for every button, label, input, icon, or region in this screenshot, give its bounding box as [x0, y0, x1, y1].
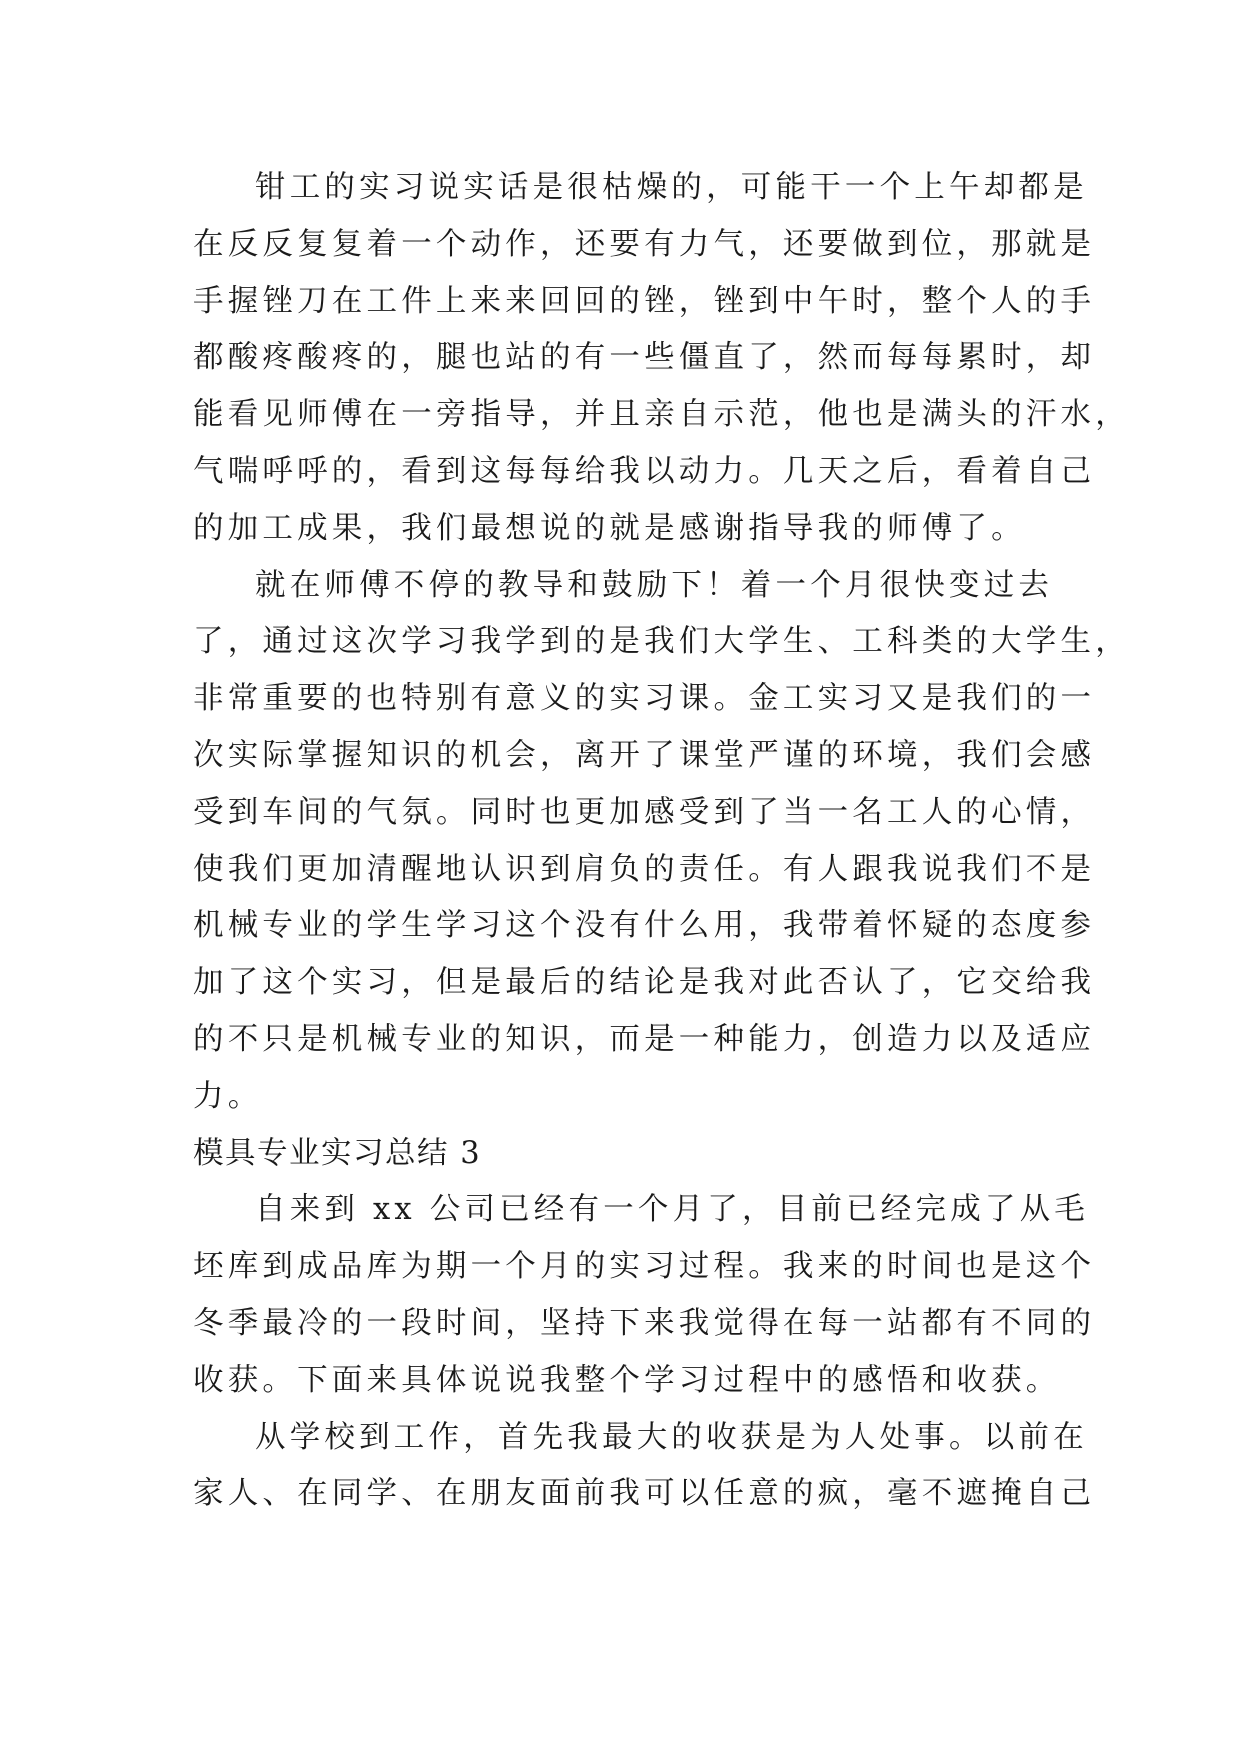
paragraph	[193, 558, 1130, 1126]
paragraph	[193, 1410, 1096, 1524]
text-line: 力。	[193, 1078, 263, 1114]
text-line: 自来到 xx 公司已经有一个月了，目前已经完成了从毛	[255, 1192, 1089, 1228]
paragraph	[193, 160, 1130, 558]
section-heading: 模具专业实习总结 3	[193, 1135, 482, 1171]
text-line: 受到车间的气氛。同时也更加感受到了当一名工人的心情，	[193, 794, 1096, 830]
text-line: 了，通过这次学习我学到的是我们大学生、工科类的大学生，	[193, 624, 1130, 660]
text-line: 就在师傅不停的教导和鼓励下！着一个月很快变过去	[255, 567, 1054, 603]
text-line: 的不只是机械专业的知识，而是一种能力，创造力以及适应	[193, 1021, 1096, 1057]
text-line: 气喘呼呼的，看到这每每给我以动力。几天之后，看着自己	[193, 453, 1096, 489]
text-line: 家人、在同学、在朋友面前我可以任意的疯，毫不遮掩自己	[193, 1476, 1096, 1512]
text-line: 手握锉刀在工件上来来回回的锉，锉到中午时，整个人的手	[193, 283, 1096, 319]
text-line: 都酸疼酸疼的，腿也站的有一些僵直了，然而每每累时，却	[193, 340, 1096, 376]
text-line: 坯库到成品库为期一个月的实习过程。我来的时间也是这个	[193, 1249, 1096, 1285]
text-line: 加了这个实习，但是最后的结论是我对此否认了，它交给我	[193, 965, 1096, 1001]
text-line: 非常重要的也特别有意义的实习课。金工实习又是我们的一	[193, 681, 1096, 717]
text-line: 钳工的实习说实话是很枯燥的，可能干一个上午却都是	[255, 170, 1088, 205]
document-body	[193, 160, 1130, 1523]
text-line: 在反反复复着一个动作，还要有力气，还要做到位，那就是	[193, 226, 1096, 262]
text-line: 从学校到工作，首先我最大的收获是为人处事。以前在	[255, 1419, 1088, 1455]
text-line: 使我们更加清醒地认识到肩负的责任。有人跟我说我们不是	[193, 851, 1096, 887]
text-line: 收获。下面来具体说说我整个学习过程中的感悟和收获。	[193, 1362, 1061, 1398]
text-line: 的加工成果，我们最想说的就是感谢指导我的师傅了。	[193, 510, 1026, 546]
text-line: 机械专业的学生学习这个没有什么用，我带着怀疑的态度参	[193, 908, 1096, 944]
paragraph	[193, 1182, 1096, 1409]
text-line: 冬季最冷的一段时间，坚持下来我觉得在每一站都有不同的	[193, 1305, 1096, 1341]
text-line: 能看见师傅在一旁指导，并且亲自示范，他也是满头的汗水，	[193, 397, 1130, 433]
text-line: 次实际掌握知识的机会，离开了课堂严谨的环境，我们会感	[193, 737, 1096, 773]
